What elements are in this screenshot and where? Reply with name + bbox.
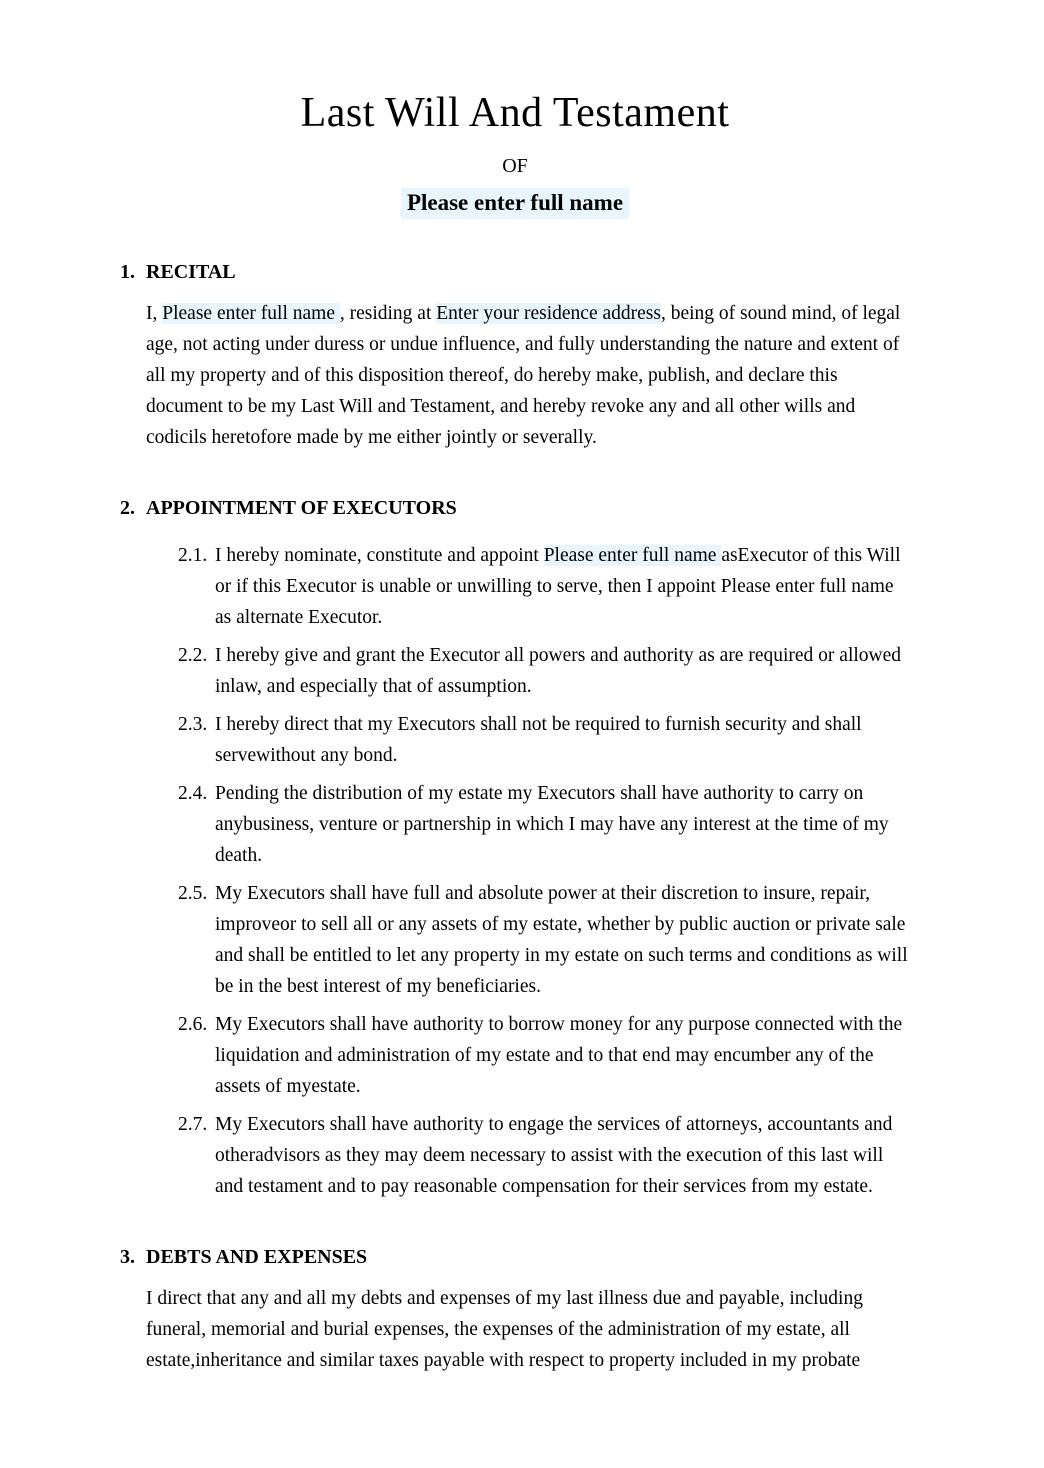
clause-text: I hereby give and grant the Executor all powers and authority as are required or allowed inlaw, and especially that of assumption.	[215, 645, 902, 698]
text-segment: I,	[146, 303, 163, 325]
clause-text: I hereby direct that my Executors shall not be required to furnish security and shall servewithout any bond.	[215, 714, 862, 767]
residence-address-field[interactable]: Enter your residence address	[436, 303, 661, 325]
debts-paragraph: I direct that any and all my debts and expenses of my last illness due and payable, including funeral, memorial and burial expenses, the expenses of the administration of my estate, all estate,inheritance and similar taxes payable with respect to property included in my probate	[146, 1288, 863, 1372]
text-segment: asExecutor of this Will or if this Executor is unable or unwilling to serve, then I appoint Please enter full name as alternate Executor.	[215, 545, 901, 629]
clause-item	[178, 540, 910, 633]
clause-item	[178, 778, 910, 871]
section-number: 1.	[120, 261, 135, 284]
clause-number: 2.2.	[178, 645, 208, 667]
testator-name-field[interactable]: Please enter full name	[401, 188, 629, 219]
clause-item	[178, 1009, 910, 1102]
clause-text: My Executors shall have full and absolute power at their discretion to insure, repair, improveor to sell all or any assets of my estate, whether by public auction or private sale and shall be entitled to let any property in my estate on such terms and conditions as will be in the best interest of my beneficiaries.	[215, 883, 908, 998]
of-label: OF	[502, 155, 528, 178]
clause-text	[215, 540, 910, 633]
clause-item	[178, 878, 910, 1002]
section-heading-label: APPOINTMENT OF EXECUTORS	[146, 497, 457, 520]
section-heading-recital	[120, 257, 910, 288]
section-heading-executors	[120, 493, 910, 524]
section-heading-label: DEBTS AND EXPENSES	[146, 1246, 368, 1269]
clause-item	[178, 1109, 910, 1202]
clause-number: 2.1.	[178, 545, 208, 567]
clause-number: 2.4.	[178, 783, 208, 805]
clause-text: My Executors shall have authority to borrow money for any purpose connected with the liquidation and administration of my estate and to that end may encumber any of the assets of myestate.	[215, 1014, 903, 1098]
clause-item	[178, 709, 910, 771]
clause-number: 2.7.	[178, 1114, 208, 1136]
full-name-field[interactable]: Please enter full name	[162, 303, 340, 325]
section-number: 3.	[120, 1246, 135, 1269]
text-segment: , being of sound mind, of legal age, not acting under duress or undue influence, and fully understanding the nature and extent of all my property and of this disposition thereof, do hereby make, publish, and declare this document to be my Last Will and Testament, and hereby revoke any and all other wills and codicils heretofore made by me either jointly or severally.	[146, 303, 901, 449]
clause-text: Pending the distribution of my estate my Executors shall have authority to carry on anybusiness, venture or partnership in which I may have any interest at the time of my death.	[215, 783, 889, 867]
section-number: 2.	[120, 497, 135, 520]
text-segment: I hereby nominate, constitute and appoint	[215, 545, 544, 567]
clause-text: My Executors shall have authority to engage the services of attorneys, accountants and otheradvisors as they may deem necessary to assist with the execution of this last will and testament and to pay reasonable compensation for their services from my estate.	[215, 1114, 893, 1198]
executor-name-field[interactable]: Please enter full name	[543, 545, 722, 567]
section-heading-debts	[120, 1242, 910, 1273]
document-title: Last Will And Testament	[300, 90, 730, 136]
recital-paragraph	[146, 298, 910, 453]
text-segment: , residing at	[339, 303, 437, 325]
clause-item	[178, 640, 910, 702]
document-header	[120, 88, 910, 219]
executor-clause-list	[120, 540, 910, 1202]
clause-number: 2.5.	[178, 883, 208, 905]
section-heading-label: RECITAL	[146, 261, 236, 284]
clause-number: 2.3.	[178, 714, 208, 736]
clause-number: 2.6.	[178, 1014, 208, 1036]
